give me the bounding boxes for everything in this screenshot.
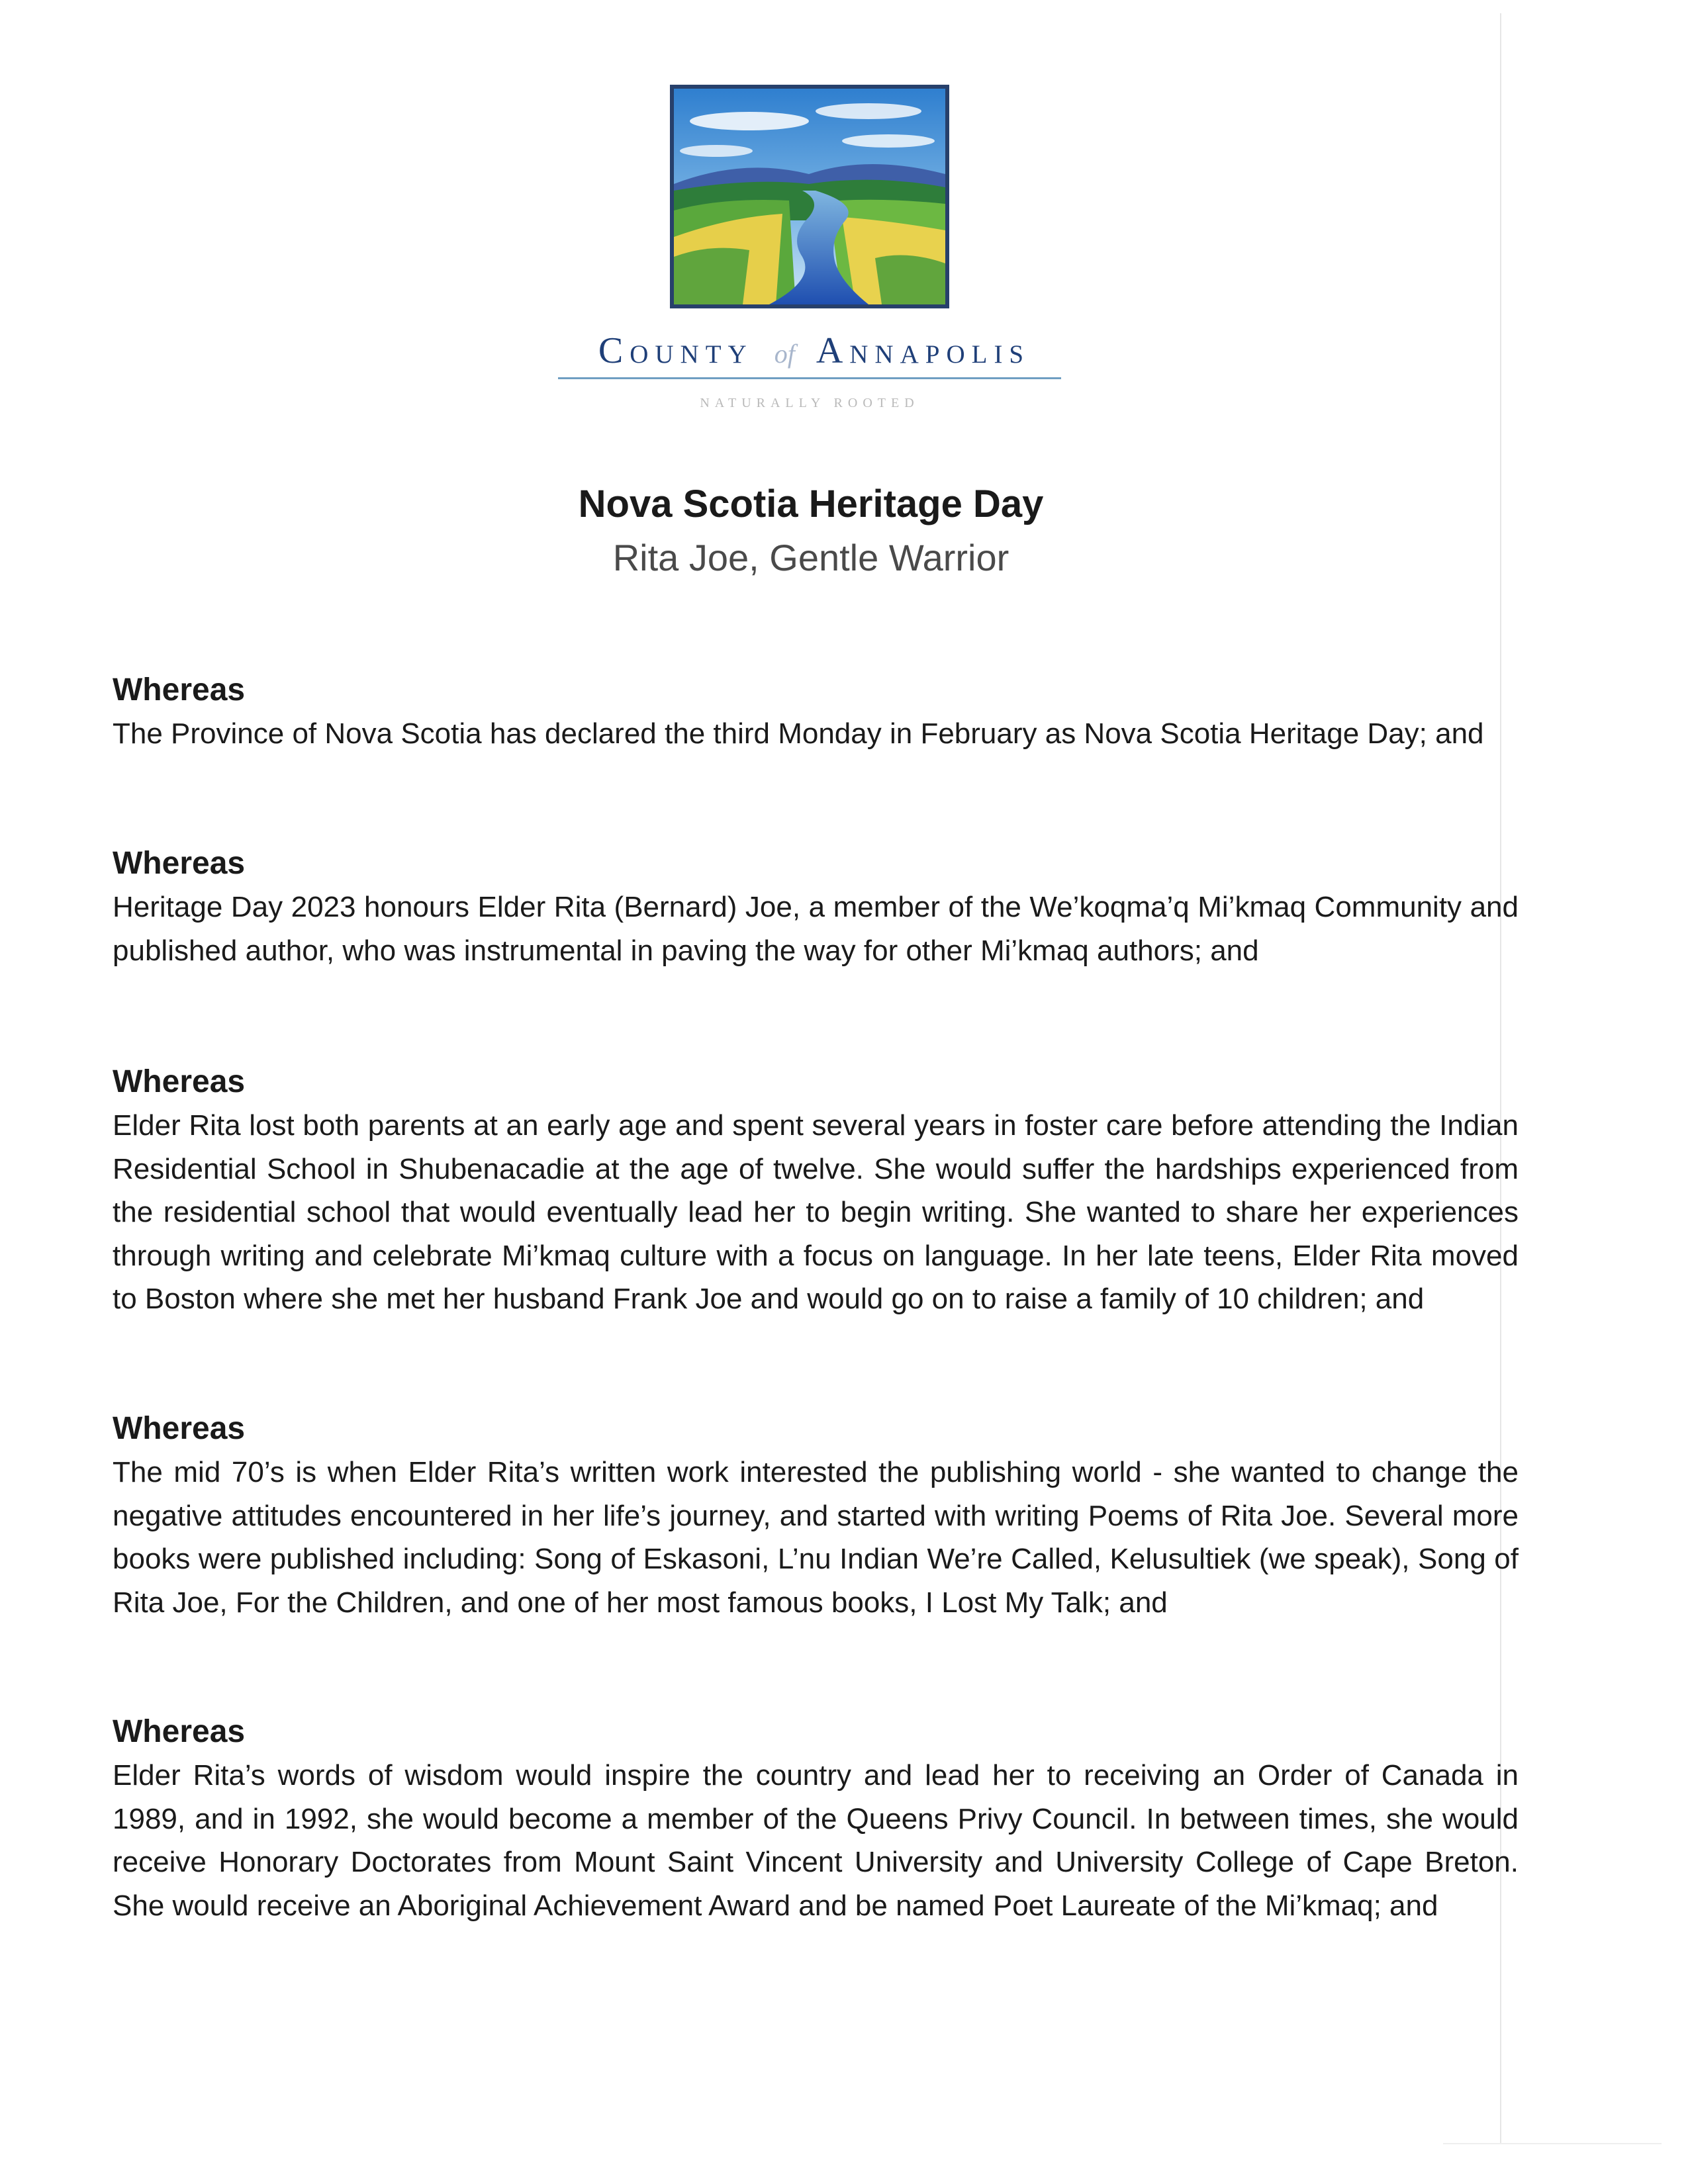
- clause-text: Heritage Day 2023 honours Elder Rita (Bernard) Joe, a member of the We’koqma’q Mi’kmaq Community and published author, who was instrumental in paving the way for other Mi’kmaq authors; and: [113, 891, 1519, 967]
- clause-heading: Whereas: [113, 1411, 246, 1446]
- clause-heading: Whereas: [113, 1064, 246, 1099]
- clause-text: The mid 70’s is when Elder Rita’s written work interested the publishing world - she wanted to change the negative attitudes encountered in her life’s journey, and started with writing Poems of Rita Joe. Several more books were published including: Song of Eskasoni, L’nu Indian We’re Called, Kelusultiek (we speak), Song of Rita Joe, For the Children, and one of her most famous books, I Lost My Talk; and: [113, 1456, 1519, 1619]
- page-title: Nova Scotia Heritage Day: [578, 482, 1044, 525]
- clause-3: [113, 1060, 1519, 1321]
- clause-5: [113, 1710, 1519, 1927]
- clause-heading: Whereas: [113, 672, 246, 707]
- clause-text: Elder Rita lost both parents at an early age and spent several years in foster care before attending the Indian Residential School in Shubenacadie at the age of twelve. She would suffer the hardships experienced from the residential school that would eventually lead her to begin writing. She wanted to share her experiences through writing and celebrate Mi’kmaq culture with a focus on language. In her late teens, Elder Rita moved to Boston where she met her husband Frank Joe and would go on to raise a family of 10 children; and: [113, 1109, 1519, 1315]
- brand-name: [463, 330, 1165, 372]
- brand-name-part2: Annapolis: [816, 330, 1031, 371]
- brand-name-part1: County: [598, 330, 753, 371]
- clause-text: The Province of Nova Scotia has declared the third Monday in February as Nova Scotia Heritage Day; and: [113, 717, 1484, 750]
- brand-tagline: NATURALLY ROOTED: [700, 396, 919, 410]
- clause-1: [113, 668, 1519, 756]
- clause-text: Elder Rita’s words of wisdom would inspire the country and lead her to receiving an Order of Canada in 1989, and in 1992, she would become a member of the Queens Privy Council. In between times, she would receive Honorary Doctorates from Mount Saint Vincent University and University College of Cape Breton. She would receive an Aboriginal Achievement Award and be named Poet Laureate of the Mi’kmaq; and: [113, 1759, 1519, 1922]
- clause-4: [113, 1407, 1519, 1624]
- brand-name-of: of: [774, 339, 795, 369]
- page-bottom-edge-line: [1443, 2143, 1662, 2144]
- clause-2: [113, 842, 1519, 972]
- clause-heading: Whereas: [113, 1714, 246, 1749]
- brand-divider: [558, 377, 1061, 379]
- page-subtitle: Rita Joe, Gentle Warrior: [612, 537, 1009, 578]
- county-logo-image: [670, 85, 949, 308]
- clause-heading: Whereas: [113, 846, 246, 881]
